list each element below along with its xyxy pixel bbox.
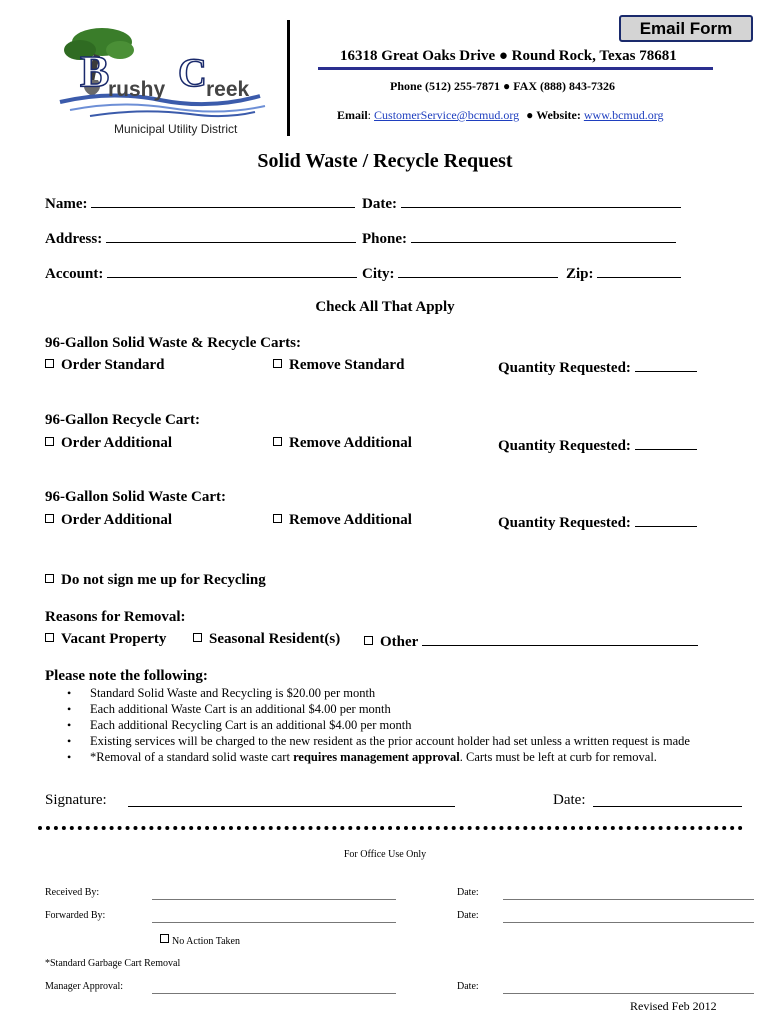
- zip-line[interactable]: [597, 263, 681, 278]
- no-action-label: No Action Taken: [172, 936, 240, 947]
- email-label: Email: [337, 108, 368, 122]
- seasonal-resident-option[interactable]: [193, 631, 340, 648]
- order-additional-waste-option[interactable]: [45, 512, 172, 529]
- email-form-button[interactable]: Email Form: [619, 15, 753, 42]
- list-item: • Each additional Recycling Cart is an additional $4.00 per month: [45, 717, 690, 733]
- website-label: ● Website:: [526, 108, 581, 122]
- vacant-property-option[interactable]: [45, 631, 166, 648]
- name-label: Name:: [45, 196, 88, 212]
- waste-quantity-line[interactable]: [635, 512, 697, 527]
- order-additional-waste-label: Order Additional: [61, 512, 172, 528]
- manager-approval-line[interactable]: [152, 993, 396, 994]
- waste-quantity-field[interactable]: [498, 512, 697, 532]
- signature-line[interactable]: [128, 806, 455, 807]
- logo-word-2: reek: [206, 78, 250, 101]
- list-item: [45, 749, 690, 765]
- reasons-heading: Reasons for Removal:: [45, 609, 186, 625]
- other-label: Other: [380, 634, 419, 650]
- zip-label: Zip:: [566, 266, 594, 282]
- carts-quantity-line[interactable]: [635, 357, 697, 372]
- zip-field[interactable]: [566, 263, 681, 283]
- address-field[interactable]: [45, 228, 356, 248]
- section-recycle-heading: 96-Gallon Recycle Cart:: [45, 412, 200, 428]
- no-recycling-option[interactable]: [45, 572, 266, 589]
- other-checkbox[interactable]: [364, 636, 373, 645]
- no-action-checkbox[interactable]: [160, 934, 169, 943]
- city-label: City:: [362, 266, 395, 282]
- phone-label: Phone:: [362, 231, 407, 247]
- remove-additional-recycle-checkbox[interactable]: [273, 437, 282, 446]
- order-additional-waste-checkbox[interactable]: [45, 514, 54, 523]
- recycle-quantity-line[interactable]: [635, 435, 697, 450]
- address-label: Address:: [45, 231, 103, 247]
- remove-additional-waste-checkbox[interactable]: [273, 514, 282, 523]
- list-item: • Each additional Waste Cart is an additional $4.00 per month: [45, 701, 690, 717]
- section-waste-heading: 96-Gallon Solid Waste Cart:: [45, 489, 226, 505]
- logo: [50, 20, 275, 140]
- garbage-removal-label: *Standard Garbage Cart Removal: [45, 958, 181, 969]
- date-line[interactable]: [401, 193, 681, 208]
- received-date-label: Date:: [457, 887, 479, 898]
- logo-word-1: rushy: [108, 78, 166, 101]
- recycle-quantity-field[interactable]: [498, 435, 697, 455]
- phone-line[interactable]: [411, 228, 676, 243]
- received-date-line[interactable]: [503, 899, 754, 900]
- city-field[interactable]: [362, 263, 558, 283]
- remove-additional-waste-label: Remove Additional: [289, 512, 412, 528]
- date-label: Date:: [362, 196, 397, 212]
- header-vertical-divider: [287, 20, 290, 136]
- email-link[interactable]: CustomerService@bcmud.org: [374, 108, 520, 122]
- signature-date-label: Date:: [553, 792, 586, 808]
- header-rule: [318, 67, 713, 70]
- section-carts-heading: 96-Gallon Solid Waste & Recycle Carts:: [45, 335, 301, 351]
- district-email-website: Email: CustomerService@bcmud.org ● Website: www.bcmud.org: [337, 108, 664, 122]
- order-additional-recycle-option[interactable]: [45, 435, 172, 452]
- vacant-property-checkbox[interactable]: [45, 633, 54, 642]
- carts-quantity-label: Quantity Requested:: [498, 360, 631, 376]
- forwarded-date-line[interactable]: [503, 922, 754, 923]
- order-standard-checkbox[interactable]: [45, 359, 54, 368]
- notes-heading: Please note the following:: [45, 668, 208, 684]
- district-phone-fax: Phone (512) 255-7871 ● FAX (888) 843-7326: [390, 79, 615, 93]
- logo-tagline: Municipal Utility District: [114, 122, 238, 136]
- form-title: Solid Waste / Recycle Request: [257, 150, 513, 172]
- account-label: Account:: [45, 266, 104, 282]
- remove-additional-recycle-option[interactable]: [273, 435, 412, 452]
- revised-note: Revised Feb 2012: [630, 999, 717, 1013]
- order-standard-option[interactable]: [45, 357, 164, 374]
- forwarded-date-label: Date:: [457, 910, 479, 921]
- received-by-line[interactable]: [152, 899, 396, 900]
- order-additional-recycle-checkbox[interactable]: [45, 437, 54, 446]
- notes-list: [45, 685, 690, 765]
- seasonal-resident-label: Seasonal Resident(s): [209, 631, 341, 647]
- manager-approval-label: Manager Approval:: [45, 981, 124, 992]
- no-recycling-checkbox[interactable]: [45, 574, 54, 583]
- address-line[interactable]: [106, 228, 356, 243]
- name-field[interactable]: [45, 193, 355, 213]
- waste-quantity-label: Quantity Requested:: [498, 515, 631, 531]
- forwarded-by-line[interactable]: [152, 922, 396, 923]
- recycle-quantity-label: Quantity Requested:: [498, 438, 631, 454]
- name-line[interactable]: [91, 193, 355, 208]
- note-last-bold: requires management approval: [293, 750, 460, 764]
- date-field[interactable]: [362, 193, 681, 213]
- district-address: 16318 Great Oaks Drive ● Round Rock, Texas 78681: [340, 48, 677, 64]
- svg-text:B: B: [80, 47, 110, 96]
- carts-quantity-field[interactable]: [498, 357, 697, 377]
- manager-date-line[interactable]: [503, 993, 754, 994]
- vacant-property-label: Vacant Property: [61, 631, 167, 647]
- note-last-pre: *Removal of a standard solid waste cart: [90, 750, 294, 764]
- list-item: • Standard Solid Waste and Recycling is $20.00 per month: [45, 685, 690, 701]
- website-link[interactable]: www.bcmud.org: [583, 108, 664, 122]
- no-action-option[interactable]: [160, 934, 240, 947]
- seasonal-resident-checkbox[interactable]: [193, 633, 202, 642]
- account-line[interactable]: [107, 263, 357, 278]
- remove-additional-waste-option[interactable]: [273, 512, 412, 529]
- forwarded-by-label: Forwarded By:: [45, 910, 106, 921]
- remove-standard-checkbox[interactable]: [273, 359, 282, 368]
- check-all-heading: Check All That Apply: [315, 299, 455, 315]
- order-standard-label: Order Standard: [61, 357, 165, 373]
- note-last-post: . Carts must be left at curb for removal.: [459, 750, 657, 764]
- no-recycling-label: Do not sign me up for Recycling: [61, 572, 266, 588]
- remove-additional-recycle-label: Remove Additional: [289, 435, 412, 451]
- other-option[interactable]: [364, 631, 698, 651]
- received-by-label: Received By:: [45, 887, 100, 898]
- remove-standard-option[interactable]: [273, 357, 404, 374]
- signature-label: Signature:: [45, 792, 107, 808]
- other-line[interactable]: [422, 631, 698, 646]
- svg-text:C: C: [178, 50, 207, 95]
- phone-field[interactable]: [362, 228, 676, 248]
- signature-date-line[interactable]: [593, 806, 742, 807]
- remove-standard-label: Remove Standard: [289, 357, 405, 373]
- dotted-separator: [38, 826, 743, 830]
- office-use-heading: For Office Use Only: [343, 849, 427, 860]
- list-item: • Existing services will be charged to the new resident as the prior account holder had set unless a written request is made: [45, 733, 690, 749]
- order-additional-recycle-label: Order Additional: [61, 435, 172, 451]
- account-field[interactable]: [45, 263, 357, 283]
- city-line[interactable]: [398, 263, 558, 278]
- manager-date-label: Date:: [457, 981, 479, 992]
